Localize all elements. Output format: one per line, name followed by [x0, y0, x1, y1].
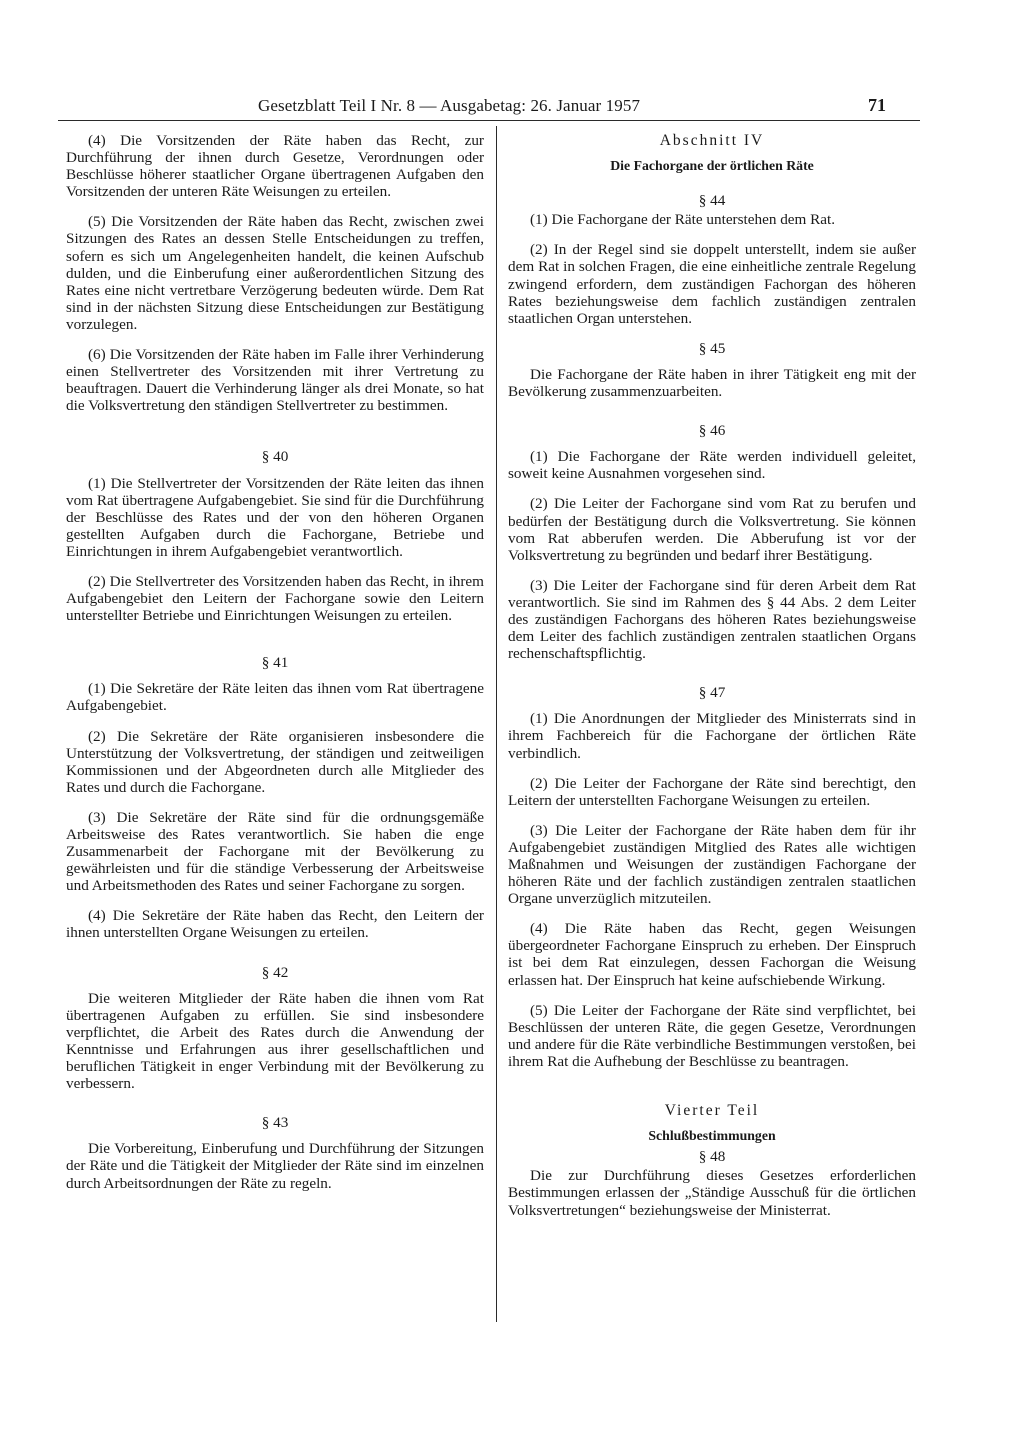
part-heading: Vierter Teil: [664, 1102, 760, 1120]
paragraph: (2) Die Leiter der Fachorgane der Räte sind berechtigt, den Leitern der unterstellten Fachorgane Weisungen zu erteilen.: [508, 774, 916, 809]
section-heading: § 47: [698, 684, 726, 702]
section-heading: § 42: [261, 963, 289, 981]
column-divider: [496, 126, 497, 1322]
running-head-text: Gesetzblatt Teil I Nr. 8 — Ausgabetag: 26. Januar 1957: [258, 96, 641, 115]
paragraph: (3) Die Leiter der Fachorgane der Räte haben dem für ihr Aufgabengebiet zuständigen Mitglied des Rates alle wichtigen Maßnahmen und Weisungen der zuständigen Fachorgane der höheren Räte und der fachlich zuständigen zentralen staatlichen Organe unverzüglich mitzuteilen.: [508, 821, 916, 908]
part-title: Schlußbestimmungen: [648, 1128, 776, 1144]
paragraph: (4) Die Sekretäre der Räte haben das Recht, den Leitern der ihnen unterstellten Organe Weisungen zu erteilen.: [66, 907, 484, 942]
page-number: 71: [868, 95, 886, 115]
section-heading: § 40: [261, 448, 289, 466]
paragraph: (1) Die Anordnungen der Mitglieder des Ministerrats sind in ihrem Fachbereich für die Fachorgane der örtlichen Räte verbindlich.: [508, 710, 916, 762]
part-heading: Abschnitt IV: [659, 132, 765, 149]
paragraph: Die Vorbereitung, Einberufung und Durchführung der Sitzungen der Räte und die Tätigkeit der Mitglieder der Räte sind im einzelnen durch Arbeitsordnungen der Räte zu regeln.: [66, 1140, 484, 1192]
paragraph: (1) Die Sekretäre der Räte leiten das ihnen vom Rat übertragene Aufgabengebiet.: [66, 680, 484, 715]
left-column: [66, 132, 484, 1205]
paragraph: Die Fachorgane der Räte haben in ihrer Tätigkeit eng mit der Bevölkerung zusammenzuarbeiten.: [508, 365, 916, 401]
section-heading: § 43: [261, 1114, 289, 1132]
paragraph: (5) Die Vorsitzenden der Räte haben das Recht, zwischen zwei Sitzungen des Rates an dessen Stelle Entscheidungen zu treffen, sofern es sich um Angelegenheiten handelt, die keinen Aufschub dulden, und die Einberufung einer außerordentlichen Sitzung des Rates eine nicht vertretbare Verzögerung bedeuten würde. Dem Rat sind in der nächsten Sitzung diese Entscheidungen zur Bestätigung vorzulegen.: [66, 213, 484, 333]
section-heading: § 44: [698, 192, 726, 210]
right-column: [508, 132, 916, 1232]
paragraph: (2) Die Stellvertreter des Vorsitzenden haben das Recht, in ihrem Aufgabengebiet den Leitern der Fachorgane sowie den Leitern unterstellter Betriebe und Einrichtungen Weisungen zu erteilen.: [66, 572, 484, 625]
section-heading: § 46: [698, 422, 726, 440]
paragraph: (4) Die Räte haben das Recht, gegen Weisungen übergeordneter Fachorgane Einspruch zu erheben. Der Einspruch ist bei dem Rat einzulegen, dessen Fachorgan die Weisung erlassen hat. Der Einspruch hat keine aufschiebende Wirkung.: [508, 920, 916, 989]
paragraph: (1) Die Fachorgane der Räte werden individuell geleitet, soweit keine Ausnahmen vorgesehen sind.: [508, 448, 916, 483]
paragraph: (4) Die Vorsitzenden der Räte haben das Recht, zur Durchführung der ihnen durch Gesetze, Verordnungen oder Beschlüsse höherer staatlicher Organe übertragenen Aufgaben den Vorsitzenden der unteren Räte Weisungen zu erteilen.: [66, 132, 484, 201]
section-heading: § 48: [698, 1148, 726, 1166]
paragraph: Die zur Durchführung dieses Gesetzes erforderlichen Bestimmungen erlassen der „Ständige Ausschuß für die örtlichen Volksvertretungen“ beziehungsweise der Ministerrat.: [508, 1167, 916, 1219]
paragraph: (6) Die Vorsitzenden der Räte haben im Falle ihrer Verhinderung einen Stellvertreter des Vorsitzenden mit ihrer Vertretung zu beauftragen. Dauert die Verhinderung länger als drei Monate, so hat die Volksvertretung den ständigen Stellvertreter zu bestimmen.: [66, 346, 484, 415]
paragraph: (1) Die Stellvertreter der Vorsitzenden der Räte leiten das ihnen vom Rat übertragene Aufgabengebiet. Sie sind für die Durchführung der Beschlüsse des Rates und der von den höheren Organen gestellten Aufgaben durch die Fachorgane, Betriebe und Einrichtungen in ihrem Aufgabengebiet verantwortlich.: [66, 474, 484, 560]
paragraph: (2) Die Leiter der Fachorgane sind vom Rat zu berufen und bedürfen der Bestätigung durch die Volksvertretung. Sie können vom Rat abberufen werden. Die Abberufung ist vor der Volksvertretung zu begründen und bedarf ihrer Bestätigung.: [508, 495, 916, 564]
paragraph: (2) Die Sekretäre der Räte organisieren insbesondere die Unterstützung der Volksvertretung, der ständigen und zeitweiligen Kommissionen und der Abgeordneten durch alle Mitglieder des Rates und durch die Fachorgane.: [66, 727, 484, 796]
paragraph: (3) Die Sekretäre der Räte sind für die ordnungsgemäße Arbeitsweise des Rates verantwortlich. Sie haben die enge Zusammenarbeit der Fachorgane mit der Bevölkerung zu gewährleisten und für die ständige Verbesserung der Arbeitsweise und Arbeitsmethoden des Rates und seiner Fachorgane zu sorgen.: [66, 808, 484, 895]
running-header: [0, 96, 1024, 120]
section-heading: § 45: [698, 339, 726, 357]
paragraph: Die weiteren Mitglieder der Räte haben die ihnen vom Rat übertragenen Aufgaben zu erfüllen. Sie sind insbesondere verpflichtet, die Arbeit des Rates durch die Anwendung der Kenntnisse und Erfahrungen aus ihrer gesellschaftlichen und beruflichen Tätigkeit in enger Verbindung mit der Bevölkerung zu verbessern.: [66, 989, 484, 1093]
paragraph: (2) In der Regel sind sie doppelt unterstellt, indem sie außer dem Rat in solchen Fragen, die eine einheitliche zentrale Regelung zwingend erfordern, dem zuständigen Fachorgan des höheren Rates beziehungsweise dem fachlich zuständigen zentralen staatlichen Organ unterstehen.: [508, 241, 916, 327]
paragraph: (1) Die Fachorgane der Räte unterstehen dem Rat.: [530, 211, 836, 229]
header-rule: [58, 120, 920, 121]
section-heading: § 41: [261, 654, 289, 672]
paragraph: (5) Die Leiter der Fachorgane der Räte sind verpflichtet, bei Beschlüssen der unteren Räte, die gegen Gesetze, Verordnungen und andere für die Räte verbindliche Bestimmungen verstoßen, bei ihrem Rat die Aufhebung der Beschlüsse zu beantragen.: [508, 1001, 916, 1070]
paragraph: (3) Die Leiter der Fachorgane sind für deren Arbeit dem Rat verantwortlich. Sie sind im Rahmen des § 44 Abs. 2 dem Leiter des zuständigen Fachorgans des höheren Rates beziehungsweise dem Leiter des fachlich zuständigen zentralen staatlichen Organs rechenschaftspflichtig.: [508, 576, 916, 663]
part-title: Die Fachorgane der örtlichen Räte: [610, 158, 814, 174]
